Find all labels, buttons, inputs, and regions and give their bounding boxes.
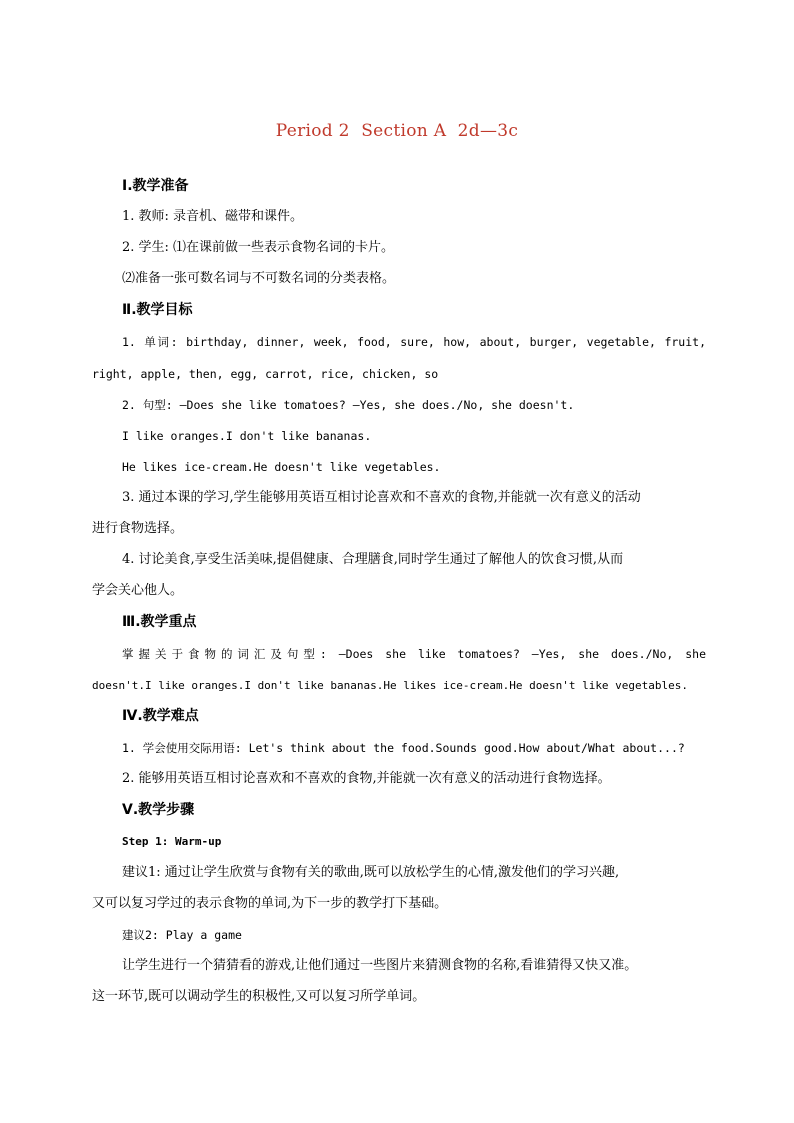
prep-item-student: 2. 学生: ⑴在课前做一些表示食物名词的卡片。	[122, 240, 395, 255]
document-title: Period 2 Section A 2d—3c	[275, 121, 519, 141]
objective-vocabulary-line2: right, apple, then, egg, carrot, rice, chicken, so	[92, 367, 439, 381]
suggestion2-heading: 建议2: Play a game	[122, 928, 242, 942]
objective-item4-line2: 学会关心他人。	[92, 583, 184, 598]
objective-item3-line1: 3. 通过本课的学习,学生能够用英语互相讨论喜欢和不喜欢的食物,并能就一次有意义的活动	[122, 490, 641, 505]
prep-item-teacher: 1. 教师: 录音机、磁带和课件。	[122, 209, 304, 224]
section-heading-difficulties: Ⅳ.教学难点	[122, 708, 199, 724]
objective-item4-line1: 4. 讨论美食,享受生活美味,提倡健康、合理膳食,同时学生通过了解他人的饮食习惯,从而	[122, 552, 624, 567]
key-points-line2: doesn't.I like oranges.I don't like bananas.He likes ice-cream.He doesn't like vegetables.	[92, 679, 689, 692]
difficulty-item2: 2. 能够用英语互相讨论喜欢和不喜欢的食物,并能就一次有意义的活动进行食物选择。	[122, 771, 611, 786]
objective-sentence-pattern: 2. 句型: —Does she like tomatoes? —Yes, she does./No, she doesn't.	[122, 398, 575, 412]
suggestion2-line1: 让学生进行一个猜猜看的游戏,让他们通过一些图片来猜测食物的名称,看谁猜得又快又准。	[122, 958, 638, 973]
key-points-line1: 掌握关于食物的词汇及句型: —Does she like tomatoes? —Yes, she does./No, she	[122, 647, 706, 661]
section-heading-objectives: Ⅱ.教学目标	[122, 302, 193, 318]
section-heading-key-points: Ⅲ.教学重点	[122, 614, 197, 630]
step1-heading: Step 1: Warm-up	[122, 835, 222, 848]
objective-vocabulary-line1: 1. 单词: birthday, dinner, week, food, sure, how, about, burger, vegetable, fruit,	[122, 335, 706, 349]
section-heading-preparation: Ⅰ.教学准备	[122, 178, 189, 194]
objective-sentence-example2: He likes ice-cream.He doesn't like vegetables.	[122, 460, 441, 474]
suggestion1-line1: 建议1: 通过让学生欣赏与食物有关的歌曲,既可以放松学生的心情,激发他们的学习兴趣,	[122, 865, 620, 880]
difficulty-item1: 1. 学会使用交际用语: Let's think about the food.Sounds good.How about/What about...?	[122, 741, 685, 755]
objective-sentence-example1: I like oranges.I don't like bananas.	[122, 429, 372, 443]
objective-item3-line2: 进行食物选择。	[92, 521, 184, 536]
suggestion2-line2: 这一环节,既可以调动学生的积极性,又可以复习所学单词。	[92, 989, 426, 1004]
suggestion1-line2: 又可以复习学过的表示食物的单词,为下一步的教学打下基础。	[92, 896, 448, 911]
prep-item-student-table: ⑵准备一张可数名词与不可数名词的分类表格。	[122, 271, 396, 286]
section-heading-steps: Ⅴ.教学步骤	[122, 802, 195, 818]
